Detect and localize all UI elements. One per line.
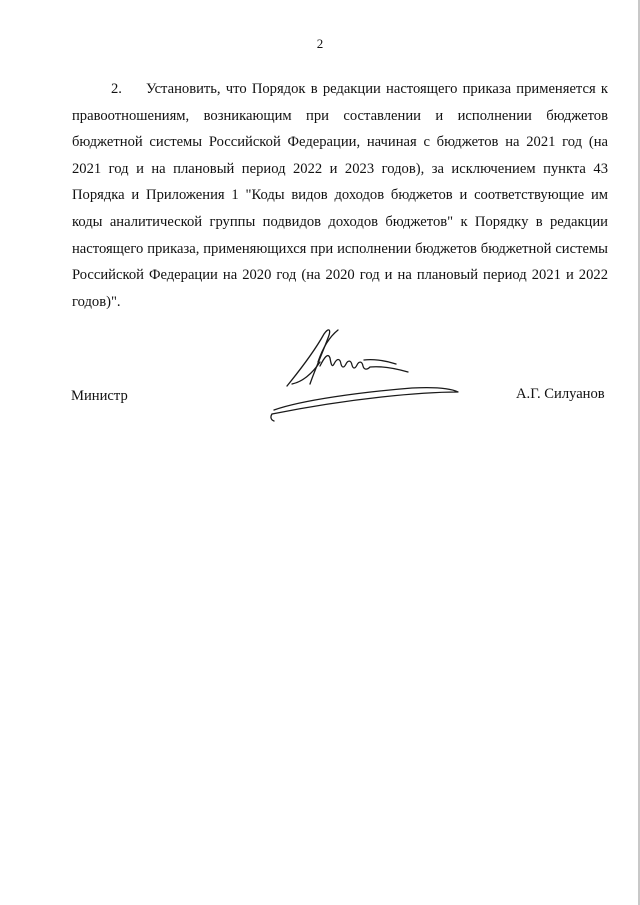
paragraph-2 — [72, 76, 608, 315]
page-number: 2 — [316, 36, 324, 51]
paragraph-number: 2. — [111, 81, 122, 97]
paragraph-text: Установить, что Порядок в редакции настоящего приказа применяется к правоотношениям, возникающим при составлении и исполнении бюджетов бюджетной системы Российской Федерации, начиная с бюджетов на 2021 год (на 2021 год и на плановый период 2022 и 2023 годов), за исключением пункта 43 Порядка и Приложения 1 "Коды видов доходов бюджетов и соответствующие им коды аналитической группы подвидов доходов бюджетов" к Порядку в редакции настоящего приказа, применяющихся при исполнении бюджетов бюджетной системы Российской Федерации на 2020 год (на 2020 год и на плановый период 2021 и 2022 годов)". — [72, 81, 608, 310]
signatory-title: Министр — [71, 388, 128, 404]
handwritten-signature — [262, 322, 462, 422]
signatory-name: А.Г. Силуанов — [516, 386, 605, 402]
